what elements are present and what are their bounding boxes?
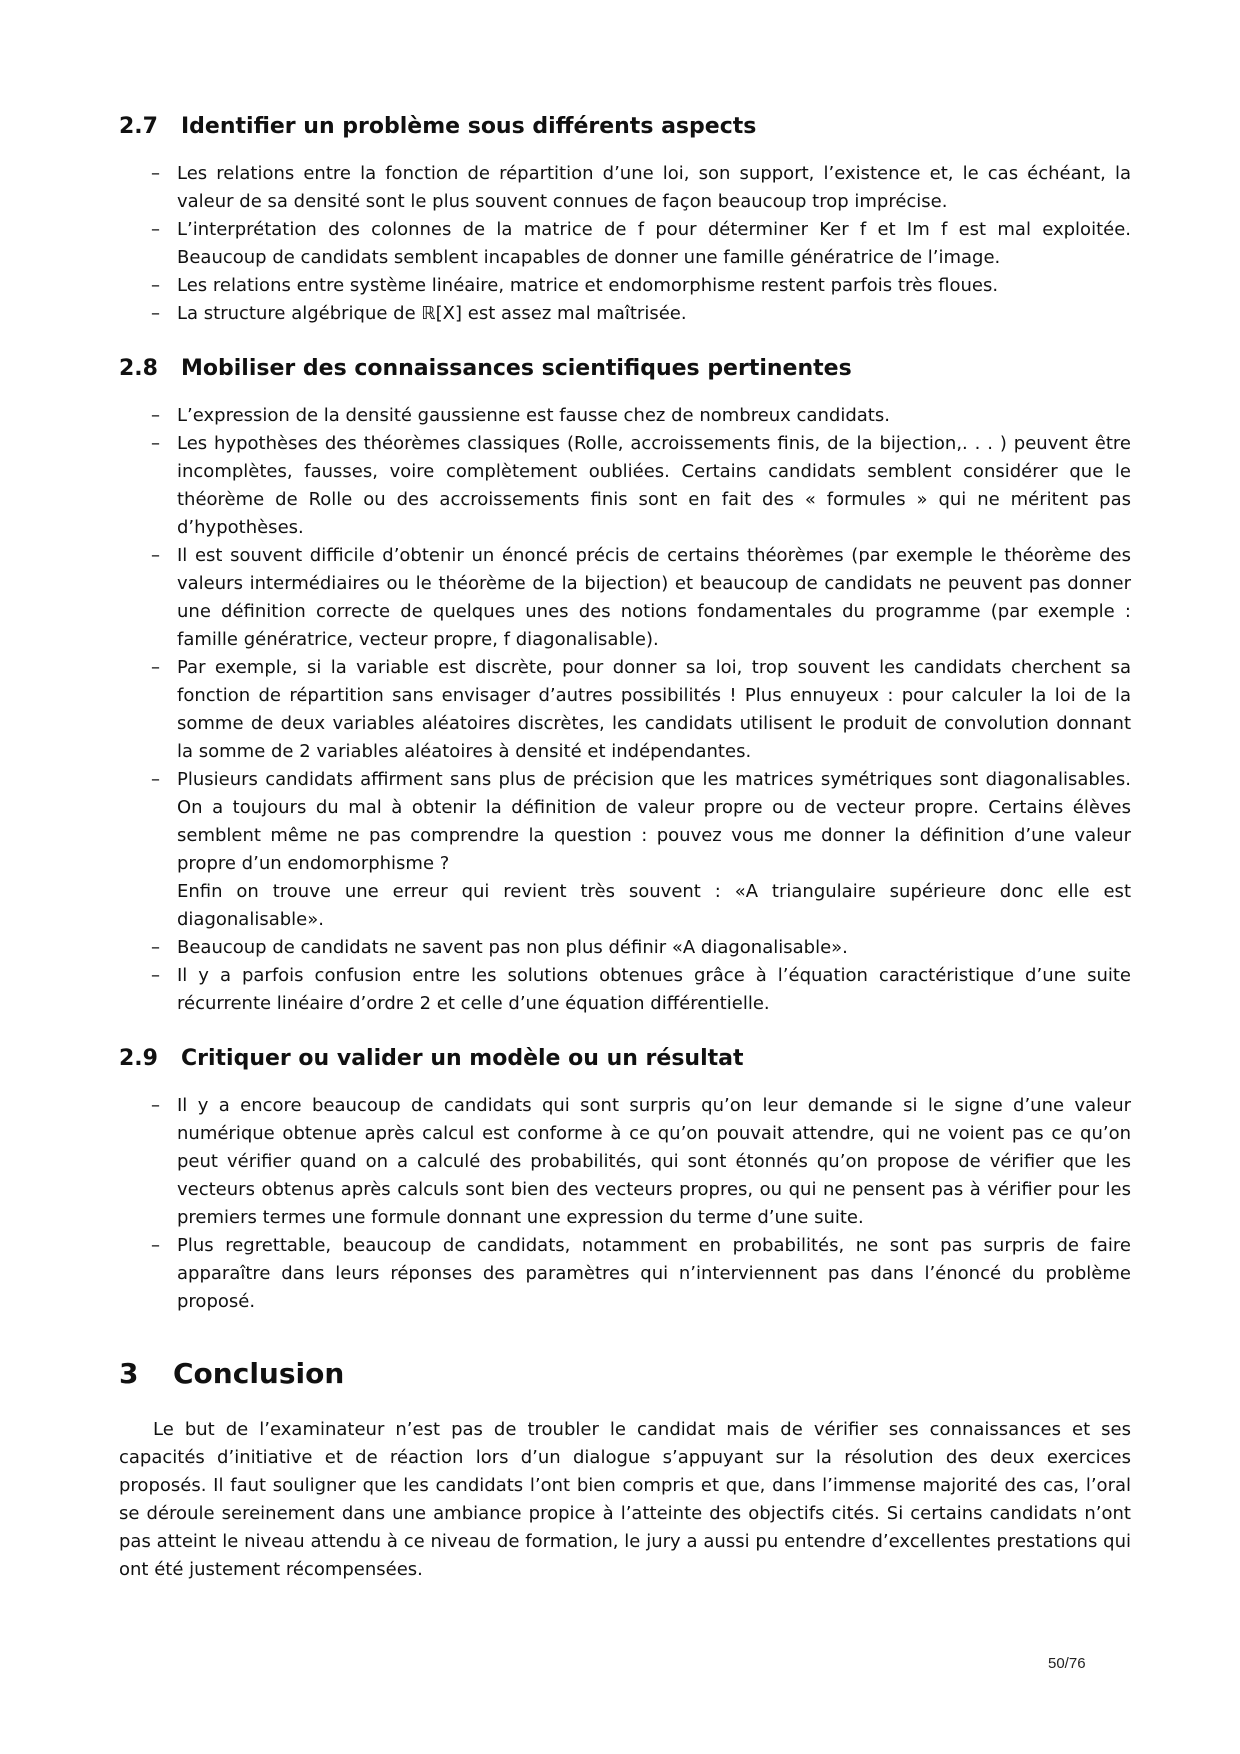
- list-item: [119, 160, 1131, 216]
- list-item: [119, 654, 1131, 766]
- conclusion-paragraph: Le but de l’examinateur n’est pas de troubler le candidat mais de vérifier ses connaissances et ses capacités d’initiative et de réaction lors d’un dialogue s’appuyant sur la résolution des deux exercices proposés. Il faut souligner que les candidats l’ont bien compris et que, dans l’immense majorité des cas, l’oral se déroule sereinement dans une ambiance propice à l’atteinte des objectifs cités. Si certains candidats n’ont pas atteint le niveau attendu à ce niveau de formation, le jury a aussi pu entendre d’excellentes prestations qui ont été justement récompensées.: [119, 1419, 1131, 1580]
- page-number: 50/76: [1048, 1655, 1086, 1672]
- subsection-title: Critiquer ou valider un modèle ou un résultat: [181, 1046, 744, 1071]
- section-title: Conclusion: [173, 1357, 345, 1390]
- dash-bullet: –: [151, 1095, 160, 1116]
- bullet-list: [119, 402, 1131, 1018]
- list-item: [119, 962, 1131, 1018]
- subsection-title: Identifier un problème sous différents aspects: [181, 114, 757, 139]
- dash-bullet: –: [151, 769, 160, 790]
- section-number: 3: [119, 1357, 139, 1390]
- subsection-heading: [119, 354, 1131, 384]
- subsection-heading: [119, 1044, 1131, 1074]
- list-item-text: Les relations entre système linéaire, matrice et endomorphisme restent parfois très floues.: [177, 275, 999, 296]
- list-item-text: Il y a parfois confusion entre les solutions obtenues grâce à l’équation caractéristique d’une suite récurrente linéaire d’ordre 2 et celle d’une équation différentielle.: [177, 965, 1131, 1014]
- dash-bullet: –: [151, 657, 160, 678]
- list-item: [119, 272, 1131, 300]
- list-item-text: Plus regrettable, beaucoup de candidats, notamment en probabilités, ne sont pas surpris de faire apparaître dans leurs réponses des paramètres qui n’interviennent pas dans l’énoncé du problème proposé.: [177, 1235, 1131, 1312]
- list-item: [119, 430, 1131, 542]
- list-item-text: L’interprétation des colonnes de la matrice de f pour déterminer Ker f et Im f est mal exploitée. Beaucoup de candidats semblent incapables de donner une famille génératrice de l’image.: [177, 219, 1131, 268]
- subsection-number: 2.8: [119, 356, 158, 381]
- sections-container: [119, 112, 1131, 1316]
- list-item: [119, 402, 1131, 430]
- list-item: [119, 934, 1131, 962]
- bullet-list: [119, 160, 1131, 328]
- list-item-text: L’expression de la densité gaussienne est fausse chez de nombreux candidats.: [177, 405, 890, 426]
- dash-bullet: –: [151, 937, 160, 958]
- bullet-list: [119, 1092, 1131, 1316]
- list-item: [119, 1232, 1131, 1316]
- list-item-text: Il y a encore beaucoup de candidats qui sont surpris qu’on leur demande si le signe d’une valeur numérique obtenue après calcul est conforme à ce qu’on pouvait attendre, qui ne voient pas ce qu’on peut vérifier quand on a calculé des probabilités, qui sont étonnés qu’on propose de vérifier que les vecteurs obtenus après calculs sont bien des vecteurs propres, ou qui ne pensent pas à vérifier pour les premiers termes une formule donnant une expression du terme d’une suite.: [177, 1095, 1131, 1228]
- document-page: [119, 112, 1131, 1584]
- list-item-text: La structure algébrique de ℝ[X] est assez mal maîtrisée.: [177, 303, 687, 324]
- list-item: [119, 542, 1131, 654]
- dash-bullet: –: [151, 275, 160, 296]
- section-heading-conclusion: [119, 1356, 1131, 1392]
- list-item-text: Il est souvent difficile d’obtenir un énoncé précis de certains théorèmes (par exemple le théorème des valeurs intermédiaires ou le théorème de la bijection) et beaucoup de candidats ne peuvent pas donner une définition correcte de quelques unes des notions fondamentales du programme (par exemple : famille génératrice, vecteur propre, f diagonalisable).: [177, 545, 1131, 650]
- dash-bullet: –: [151, 1235, 160, 1256]
- dash-bullet: –: [151, 433, 160, 454]
- subsection-heading: [119, 112, 1131, 142]
- list-item-text: Enfin on trouve une erreur qui revient très souvent : «A triangulaire supérieure donc elle est diagonalisable».: [177, 881, 1131, 930]
- list-item: [119, 1092, 1131, 1232]
- list-item-text: Par exemple, si la variable est discrète, pour donner sa loi, trop souvent les candidats cherchent sa fonction de répartition sans envisager d’autres possibilités ! Plus ennuyeux : pour calculer la loi de la somme de deux variables aléatoires discrètes, les candidats utilisent le produit de convolution donnant la somme de 2 variables aléatoires à densité et indépendantes.: [177, 657, 1131, 762]
- list-item: [119, 216, 1131, 272]
- subsection-title: Mobiliser des connaissances scientifiques pertinentes: [181, 356, 852, 381]
- dash-bullet: –: [151, 303, 160, 324]
- dash-bullet: –: [151, 405, 160, 426]
- list-item-text: Plusieurs candidats affirment sans plus de précision que les matrices symétriques sont diagonalisables. On a toujours du mal à obtenir la définition de valeur propre ou de vecteur propre. Certains élèves semblent même ne pas comprendre la question : pouvez vous me donner la définition d’une valeur propre d’un endomorphisme ?: [177, 769, 1131, 874]
- list-item-text: Les hypothèses des théorèmes classiques (Rolle, accroissements finis, de la bijection,. . . ) peuvent être incomplètes, fausses, voire complètement oubliées. Certains candidats semblent considérer que le théorème de Rolle ou des accroissements finis sont en fait des « formules » qui ne méritent pas d’hypothèses.: [177, 433, 1131, 538]
- dash-bullet: –: [151, 965, 160, 986]
- dash-bullet: –: [151, 545, 160, 566]
- subsection-number: 2.9: [119, 1046, 158, 1071]
- list-item-text: Beaucoup de candidats ne savent pas non plus définir «A diagonalisable».: [177, 937, 848, 958]
- dash-bullet: –: [151, 163, 160, 184]
- list-item: [119, 766, 1131, 934]
- subsection-number: 2.7: [119, 114, 158, 139]
- list-item-text: Les relations entre la fonction de répartition d’une loi, son support, l’existence et, le cas échéant, la valeur de sa densité sont le plus souvent connues de façon beaucoup trop imprécise.: [177, 163, 1131, 212]
- dash-bullet: –: [151, 219, 160, 240]
- list-item: [119, 300, 1131, 328]
